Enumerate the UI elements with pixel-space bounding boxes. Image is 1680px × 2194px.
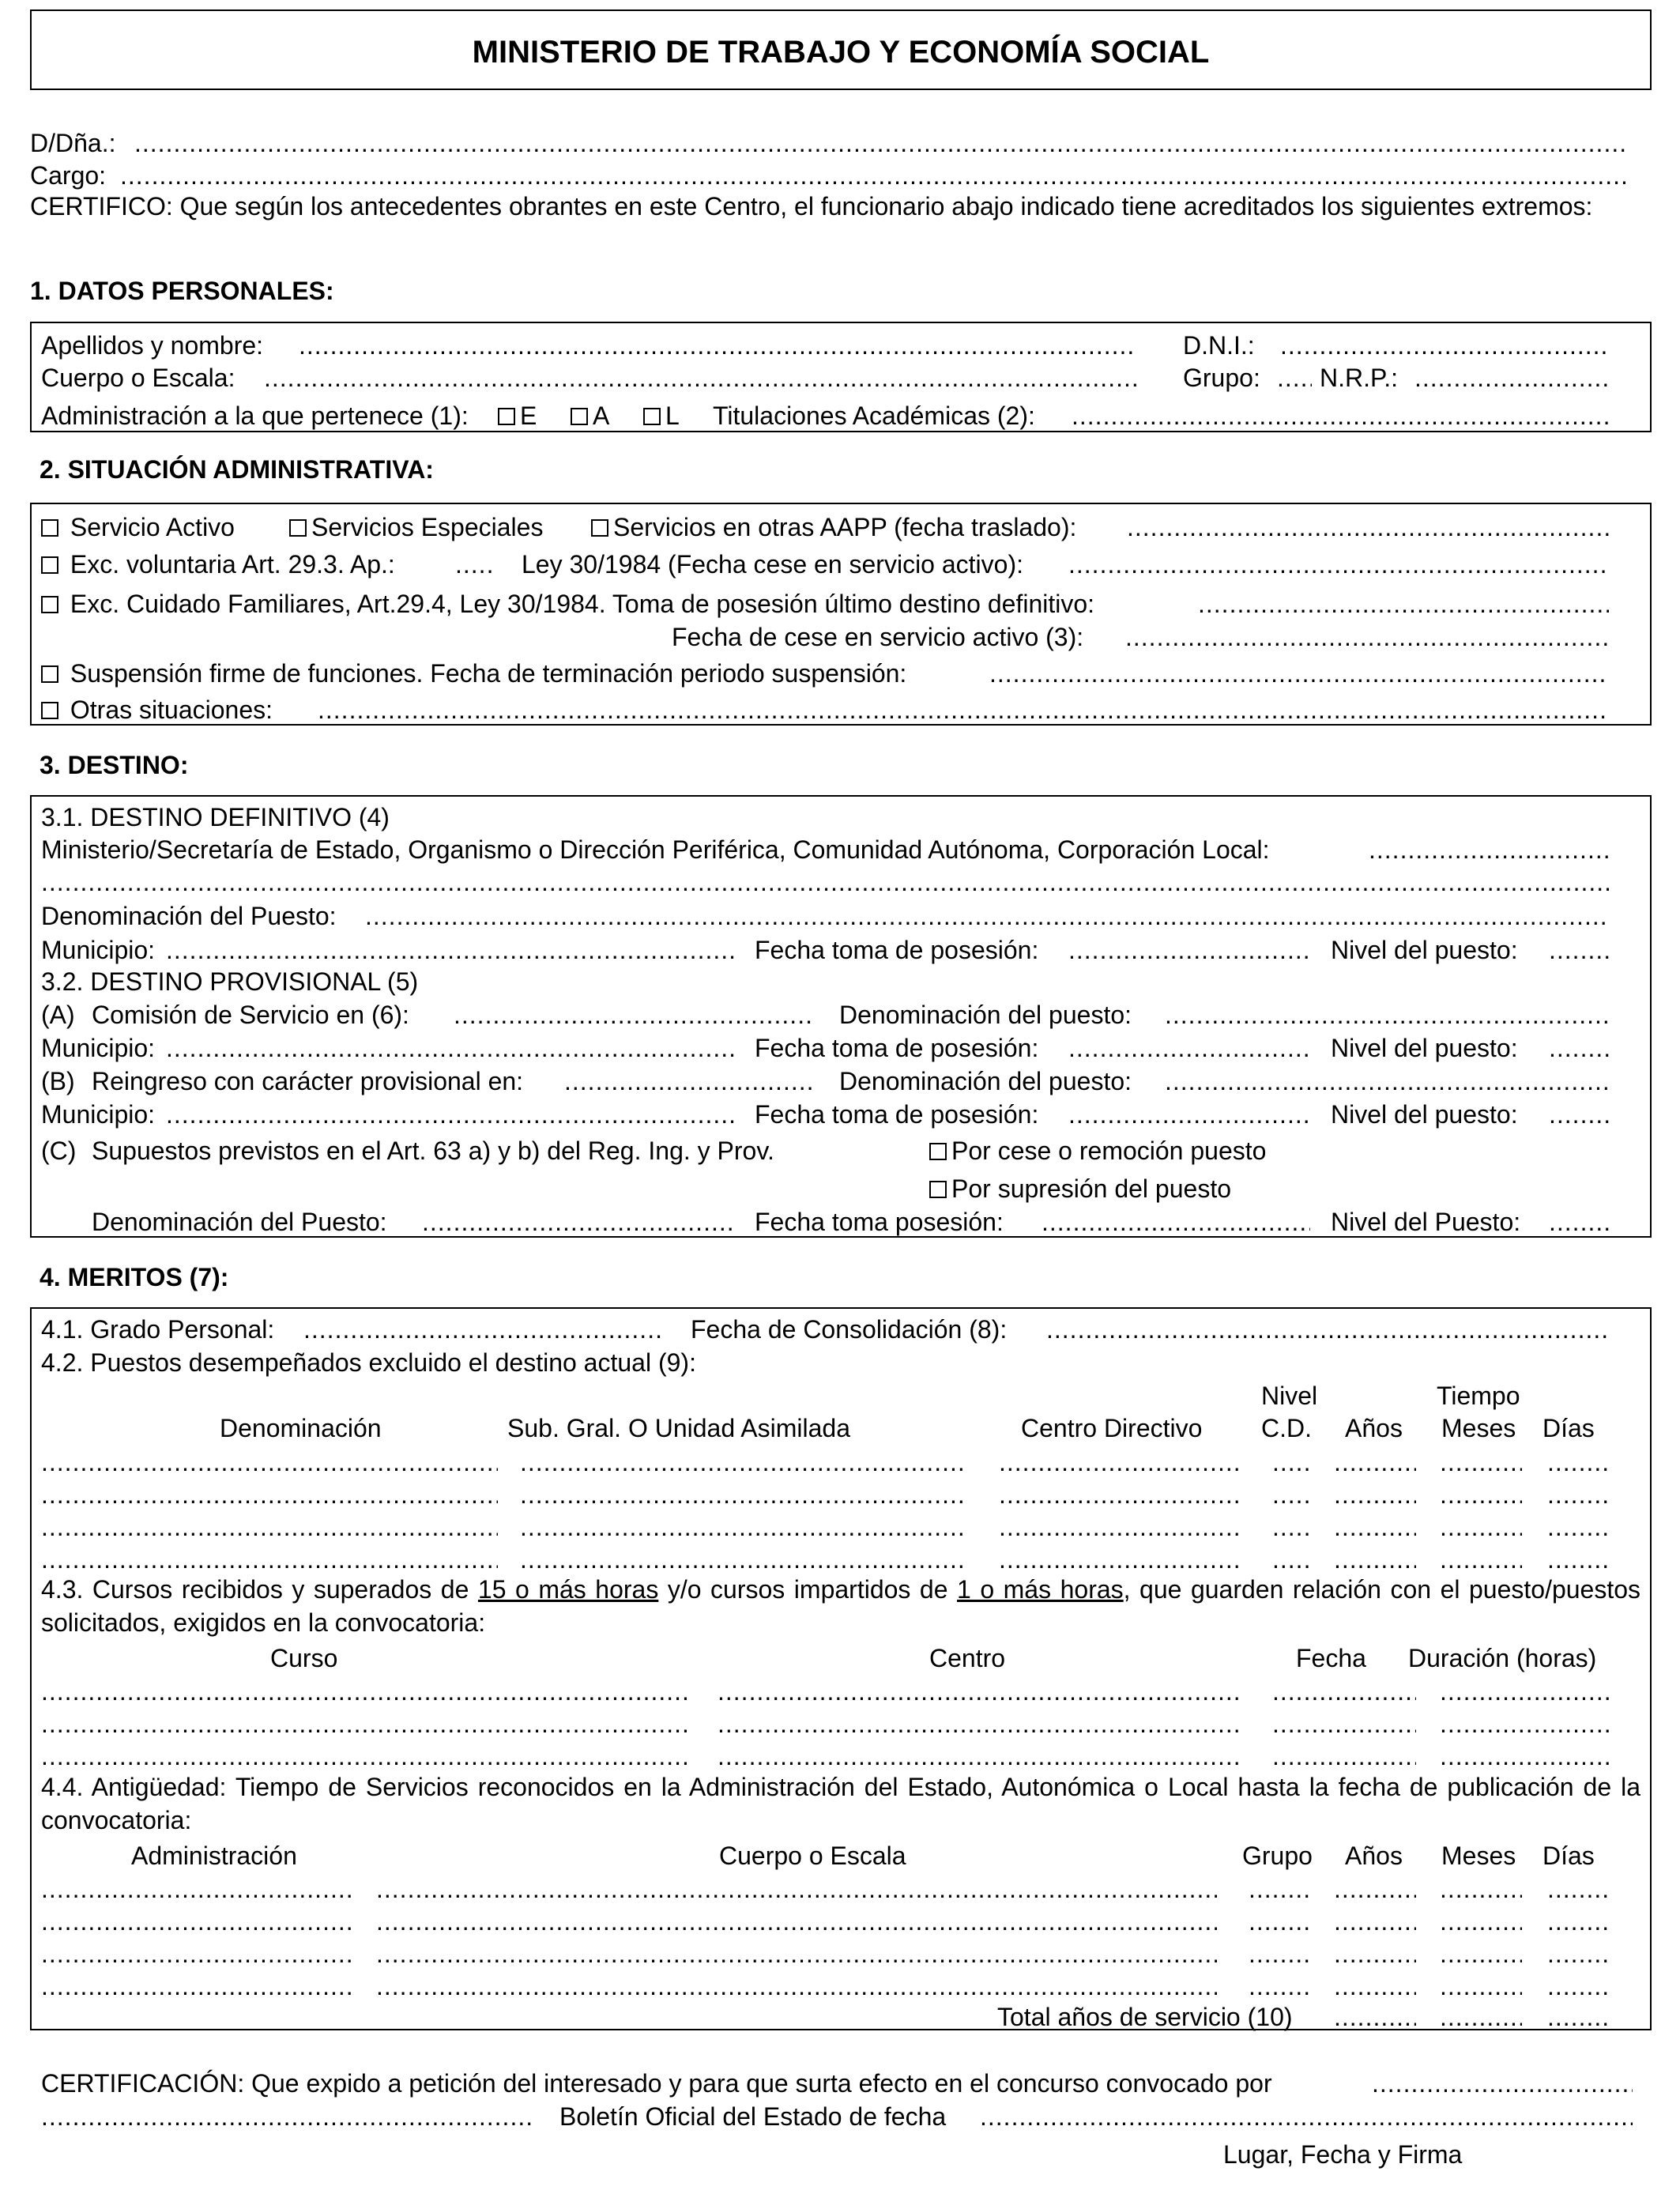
- fecha-consol-field[interactable]: [1046, 1317, 1609, 1342]
- b-nivel-label: Nivel del puesto:: [1331, 1100, 1518, 1129]
- b-municipio-field[interactable]: [166, 1102, 735, 1127]
- total-meses-field[interactable]: [1440, 2004, 1522, 2030]
- puestos-label: 4.2. Puestos desempeñados excluido el destino actual (9):: [41, 1348, 696, 1377]
- cargo-label: Cargo:: [30, 161, 107, 190]
- c-nivel-label: Nivel del Puesto:: [1331, 1208, 1521, 1236]
- a-municipio-label: Municipio:: [41, 1034, 156, 1062]
- row-curso[interactable]: [41, 1744, 687, 1769]
- col-meses-44: Meses: [1441, 1842, 1516, 1870]
- def-fecha-toma-field[interactable]: [1068, 937, 1310, 963]
- boletin-pre-field[interactable]: [41, 2104, 536, 2129]
- cursos-hours-15: 15 o más horas: [477, 1575, 659, 1604]
- grado-field[interactable]: [303, 1317, 664, 1342]
- row-administracion[interactable]: [41, 1909, 351, 1934]
- row-denominacion[interactable]: [41, 1514, 498, 1540]
- section-4-heading: 4. MERITOS (7):: [40, 1263, 229, 1291]
- col-centro: Centro: [929, 1644, 1006, 1672]
- col-anos: Años: [1345, 1414, 1403, 1442]
- checkbox-icon[interactable]: [41, 702, 58, 719]
- row-cuerpo[interactable]: [376, 1909, 1217, 1934]
- row-anos[interactable]: [1334, 1514, 1416, 1540]
- servicios-especiales[interactable]: [289, 515, 543, 540]
- row-subgral[interactable]: [520, 1482, 967, 1507]
- row-anos[interactable]: [1334, 1941, 1416, 1966]
- row-dias[interactable]: [1547, 1514, 1609, 1540]
- checkbox-icon[interactable]: [929, 1181, 947, 1198]
- col-dias-44: Días: [1543, 1842, 1595, 1870]
- exc-voluntaria-label: Exc. voluntaria Art. 29.3. Ap.:: [70, 550, 395, 579]
- row-cd[interactable]: [1272, 1449, 1312, 1475]
- cursos-text-b: y/o cursos impartidos de: [667, 1575, 948, 1604]
- row-meses[interactable]: [1440, 1941, 1522, 1966]
- row-anos[interactable]: [1334, 1876, 1416, 1902]
- row-grupo[interactable]: [1249, 1973, 1310, 1999]
- col-fecha: Fecha: [1296, 1644, 1366, 1672]
- total-dias-field[interactable]: [1547, 2004, 1609, 2030]
- col-meses: Meses: [1441, 1414, 1516, 1442]
- b-denom-label: Denominación del puesto:: [839, 1067, 1132, 1095]
- row-denominacion[interactable]: [41, 1449, 498, 1475]
- row-dias[interactable]: [1547, 1909, 1609, 1934]
- fecha-cese-field[interactable]: [1125, 624, 1609, 650]
- a-fecha-toma-label: Fecha toma de posesión:: [755, 1034, 1039, 1062]
- b-fecha-toma-label: Fecha toma de posesión:: [755, 1100, 1039, 1129]
- row-cuerpo[interactable]: [376, 1876, 1217, 1902]
- a-nivel-label: Nivel del puesto:: [1331, 1034, 1518, 1062]
- cursos-text: [41, 1573, 1640, 1639]
- checkbox-icon[interactable]: [498, 408, 515, 425]
- c-fecha-toma-label: Fecha toma posesión:: [755, 1208, 1004, 1236]
- col-denominacion: Denominación: [220, 1414, 382, 1442]
- ministerio-label: Ministerio/Secretaría de Estado, Organismo o Dirección Periférica, Comunidad Autónoma, Corporación Local:: [41, 835, 1270, 864]
- cuerpo-field[interactable]: [264, 365, 1136, 390]
- def-fecha-toma-label: Fecha toma de posesión:: [755, 936, 1039, 964]
- boletin-field[interactable]: [980, 2104, 1633, 2129]
- exc-cuidado-label: Exc. Cuidado Familiares, Art.29.4, Ley 30/1984. Toma de posesión último destino definitivo:: [70, 590, 1095, 618]
- row-dias[interactable]: [1547, 1941, 1609, 1966]
- row-meses[interactable]: [1440, 1482, 1522, 1507]
- row-centro[interactable]: [999, 1547, 1241, 1572]
- suspension[interactable]: [41, 661, 906, 686]
- c-denom-field[interactable]: [422, 1209, 735, 1235]
- row-anos[interactable]: [1334, 1482, 1416, 1507]
- ministerio-field-2[interactable]: [41, 869, 1609, 895]
- denominacion-label: Denominación del Puesto:: [41, 902, 337, 930]
- a-label: (A): [41, 1001, 75, 1029]
- col-administracion: Administración: [131, 1842, 297, 1870]
- checkbox-icon[interactable]: [41, 556, 58, 574]
- exc-voluntaria-field[interactable]: [455, 552, 495, 577]
- row-curso[interactable]: [41, 1711, 687, 1736]
- row-grupo[interactable]: [1249, 1941, 1310, 1966]
- row-cd[interactable]: [1272, 1514, 1312, 1540]
- a-field[interactable]: [454, 1002, 814, 1027]
- por-cese[interactable]: [929, 1138, 1266, 1163]
- row-fecha[interactable]: [1272, 1711, 1416, 1736]
- b-text: Reingreso con carácter provisional en:: [92, 1067, 524, 1095]
- checkbox-icon[interactable]: [643, 408, 661, 425]
- dona-label: D/Dña.:: [30, 129, 116, 157]
- row-duracion[interactable]: [1440, 1711, 1609, 1736]
- antiguedad-text: 4.4. Antigüedad: Tiempo de Servicios reconocidos en la Administración del Estado, Autonómica o Local hasta la fecha de publicación de la convocatoria:: [41, 1773, 1640, 1834]
- c-fecha-toma-field[interactable]: [1042, 1209, 1310, 1235]
- col-tiempo-top: Tiempo: [1437, 1382, 1520, 1410]
- boletin-label: Boletín Oficial del Estado de fecha: [559, 2102, 947, 2131]
- row-duracion[interactable]: [1440, 1679, 1609, 1704]
- servicio-activo[interactable]: [41, 515, 235, 540]
- cursos-text-a: 4.3. Cursos recibidos y superados de: [41, 1575, 469, 1604]
- grupo-field[interactable]: [1277, 365, 1312, 390]
- admin-opt-e[interactable]: [498, 403, 537, 428]
- otras-aapp-label: Servicios en otras AAPP (fecha traslado):: [613, 513, 1077, 541]
- suspension-field[interactable]: [989, 661, 1609, 686]
- def-municipio-field[interactable]: [166, 937, 735, 963]
- otras-situaciones-label: Otras situaciones:: [70, 696, 273, 724]
- row-dias[interactable]: [1547, 1547, 1609, 1572]
- row-cuerpo[interactable]: [376, 1941, 1217, 1966]
- row-meses[interactable]: [1440, 1973, 1522, 1999]
- por-cese-label: Por cese o remoción puesto: [951, 1137, 1267, 1165]
- row-dias[interactable]: [1547, 1449, 1609, 1475]
- grado-label: 4.1. Grado Personal:: [41, 1315, 275, 1344]
- a-denom-label: Denominación del puesto:: [839, 1001, 1132, 1029]
- apellidos-label: Apellidos y nombre:: [41, 331, 264, 360]
- section-3-heading: 3. DESTINO:: [40, 751, 189, 779]
- checkbox-icon[interactable]: [41, 665, 58, 683]
- checkbox-icon[interactable]: [289, 519, 307, 537]
- row-dias[interactable]: [1547, 1482, 1609, 1507]
- lugar-fecha-firma: Lugar, Fecha y Firma: [1223, 2140, 1463, 2169]
- col-cd: C.D.: [1261, 1414, 1312, 1442]
- row-centro[interactable]: [718, 1711, 1241, 1736]
- otras-situaciones-field[interactable]: [318, 697, 1609, 722]
- row-meses[interactable]: [1440, 1547, 1522, 1572]
- nrp-field[interactable]: [1414, 365, 1609, 390]
- grupo-label: Grupo:: [1183, 364, 1260, 392]
- row-curso[interactable]: [41, 1679, 687, 1704]
- total-anos-field[interactable]: [1334, 2004, 1416, 2030]
- dona-field[interactable]: [134, 130, 1629, 156]
- cursos-text-c: , que guarden relación con el puesto/puestos solicitados, exigidos en la convocatoria:: [41, 1575, 1641, 1637]
- row-anos[interactable]: [1334, 1449, 1416, 1475]
- col-nivel-top: Nivel: [1261, 1382, 1318, 1410]
- col-centro-directivo: Centro Directivo: [1021, 1414, 1203, 1442]
- row-cd[interactable]: [1272, 1482, 1312, 1507]
- row-fecha[interactable]: [1272, 1744, 1416, 1769]
- cargo-field[interactable]: [120, 163, 1629, 188]
- cuerpo-label: Cuerpo o Escala:: [41, 364, 235, 392]
- row-subgral[interactable]: [520, 1449, 967, 1475]
- a-text: Comisión de Servicio en (6):: [92, 1001, 409, 1029]
- col-dias: Días: [1543, 1414, 1595, 1442]
- section-2-heading: 2. SITUACIÓN ADMINISTRATIVA:: [40, 455, 434, 484]
- row-grupo[interactable]: [1249, 1876, 1310, 1902]
- c-label: (C): [41, 1137, 77, 1165]
- row-administracion[interactable]: [41, 1876, 351, 1902]
- por-supresion-label: Por supresión del puesto: [951, 1174, 1231, 1203]
- servicios-otras-aapp[interactable]: [591, 515, 1076, 540]
- row-fecha[interactable]: [1272, 1679, 1416, 1704]
- ley-field[interactable]: [1068, 552, 1609, 577]
- page-title: MINISTERIO DE TRABAJO Y ECONOMÍA SOCIAL: [472, 35, 1210, 70]
- exc-cuidado-field[interactable]: [1198, 591, 1609, 616]
- dni-field[interactable]: [1280, 333, 1609, 358]
- row-centro[interactable]: [999, 1514, 1241, 1540]
- col-duracion: Duración (horas): [1408, 1644, 1597, 1672]
- checkbox-icon[interactable]: [571, 408, 588, 425]
- destino-provisional-title: 3.2. DESTINO PROVISIONAL (5): [41, 967, 419, 996]
- exc-cuidado[interactable]: [41, 591, 1094, 616]
- row-dias[interactable]: [1547, 1876, 1609, 1902]
- col-cuerpo: Cuerpo o Escala: [719, 1842, 906, 1870]
- row-meses[interactable]: [1440, 1449, 1522, 1475]
- col-subgral: Sub. Gral. O Unidad Asimilada: [507, 1414, 850, 1442]
- titulaciones-label: Titulaciones Académicas (2):: [713, 401, 1035, 430]
- suspension-label: Suspensión firme de funciones. Fecha de terminación periodo suspensión:: [70, 659, 907, 688]
- checkbox-icon[interactable]: [41, 596, 58, 613]
- otras-situaciones[interactable]: [41, 697, 273, 722]
- opt-a-label: A: [593, 401, 610, 430]
- row-administracion[interactable]: [41, 1941, 351, 1966]
- servicio-activo-label: Servicio Activo: [70, 513, 235, 541]
- titulaciones-field[interactable]: [1072, 403, 1609, 428]
- col-grupo: Grupo: [1242, 1842, 1313, 1870]
- row-anos[interactable]: [1334, 1909, 1416, 1934]
- def-nivel-label: Nivel del puesto:: [1331, 936, 1518, 964]
- b-denom-field[interactable]: [1165, 1069, 1609, 1094]
- admin-label: Administración a la que pertenece (1):: [41, 401, 469, 430]
- row-cd[interactable]: [1272, 1547, 1312, 1572]
- row-administracion[interactable]: [41, 1973, 351, 1999]
- certificacion-field[interactable]: [1372, 2071, 1633, 2096]
- certifico-text: CERTIFICO: Que según los antecedentes obrantes en este Centro, el funcionario abajo indicado tiene acreditados los siguientes extremos:: [30, 192, 1593, 221]
- row-duracion[interactable]: [1440, 1744, 1609, 1769]
- c-denom-label: Denominación del Puesto:: [92, 1208, 387, 1236]
- row-meses[interactable]: [1440, 1876, 1522, 1902]
- total-label: Total años de servicio (10): [997, 2003, 1293, 2031]
- destino-definitivo-title: 3.1. DESTINO DEFINITIVO (4): [41, 803, 390, 831]
- row-centro[interactable]: [999, 1482, 1241, 1507]
- section-1-heading: 1. DATOS PERSONALES:: [30, 277, 334, 305]
- fecha-consol-label: Fecha de Consolidación (8):: [691, 1315, 1008, 1344]
- certificacion-text: CERTIFICACIÓN: Que expido a petición del interesado y para que surta efecto en el concurso convocado por: [41, 2069, 1272, 2098]
- b-nivel-field[interactable]: [1549, 1102, 1609, 1127]
- row-meses[interactable]: [1440, 1909, 1522, 1934]
- col-curso: Curso: [270, 1644, 338, 1672]
- c-text: Supuestos previstos en el Art. 63 a) y b) del Reg. Ing. y Prov.: [92, 1137, 774, 1165]
- a-fecha-toma-field[interactable]: [1068, 1035, 1310, 1061]
- fecha-cese-label: Fecha de cese en servicio activo (3):: [672, 623, 1084, 651]
- row-anos[interactable]: [1334, 1973, 1416, 1999]
- ministerio-field[interactable]: [1369, 837, 1609, 862]
- por-supresion[interactable]: [929, 1176, 1231, 1201]
- a-denom-field[interactable]: [1165, 1002, 1609, 1027]
- servicios-especiales-label: Servicios Especiales: [311, 513, 544, 541]
- b-fecha-toma-field[interactable]: [1068, 1102, 1310, 1127]
- a-nivel-field[interactable]: [1549, 1035, 1609, 1061]
- row-dias[interactable]: [1547, 1973, 1609, 1999]
- checkbox-icon[interactable]: [929, 1143, 947, 1160]
- col-anos-44: Años: [1345, 1842, 1403, 1870]
- checkbox-icon[interactable]: [591, 519, 608, 537]
- row-centro[interactable]: [718, 1679, 1241, 1704]
- exc-voluntaria[interactable]: [41, 552, 395, 577]
- a-municipio-field[interactable]: [166, 1035, 735, 1061]
- row-denominacion[interactable]: [41, 1547, 498, 1572]
- row-centro[interactable]: [999, 1449, 1241, 1475]
- row-centro[interactable]: [718, 1744, 1241, 1769]
- b-field[interactable]: [564, 1069, 814, 1094]
- otras-aapp-field[interactable]: [1127, 515, 1609, 540]
- row-anos[interactable]: [1334, 1547, 1416, 1572]
- opt-l-label: L: [665, 401, 680, 430]
- apellidos-field[interactable]: [299, 333, 1136, 358]
- b-label: (B): [41, 1067, 75, 1095]
- nrp-label: N.R.P.:: [1320, 364, 1398, 392]
- row-subgral[interactable]: [520, 1514, 967, 1540]
- denominacion-field[interactable]: [365, 903, 1609, 929]
- admin-opt-a[interactable]: [571, 403, 609, 428]
- row-cuerpo[interactable]: [376, 1973, 1217, 1999]
- row-subgral[interactable]: [520, 1547, 967, 1572]
- c-nivel-field[interactable]: [1549, 1209, 1609, 1235]
- ley-label: Ley 30/1984 (Fecha cese en servicio activo):: [522, 550, 1023, 579]
- cursos-hours-1: 1 o más horas: [957, 1575, 1124, 1604]
- opt-e-label: E: [520, 401, 537, 430]
- b-municipio-label: Municipio:: [41, 1100, 156, 1129]
- row-denominacion[interactable]: [41, 1482, 498, 1507]
- def-municipio-label: Municipio:: [41, 936, 156, 964]
- def-nivel-field[interactable]: [1549, 937, 1609, 963]
- row-meses[interactable]: [1440, 1514, 1522, 1540]
- dni-label: D.N.I.:: [1183, 331, 1255, 360]
- checkbox-icon[interactable]: [41, 519, 58, 537]
- row-grupo[interactable]: [1249, 1909, 1310, 1934]
- admin-opt-l[interactable]: [643, 403, 680, 428]
